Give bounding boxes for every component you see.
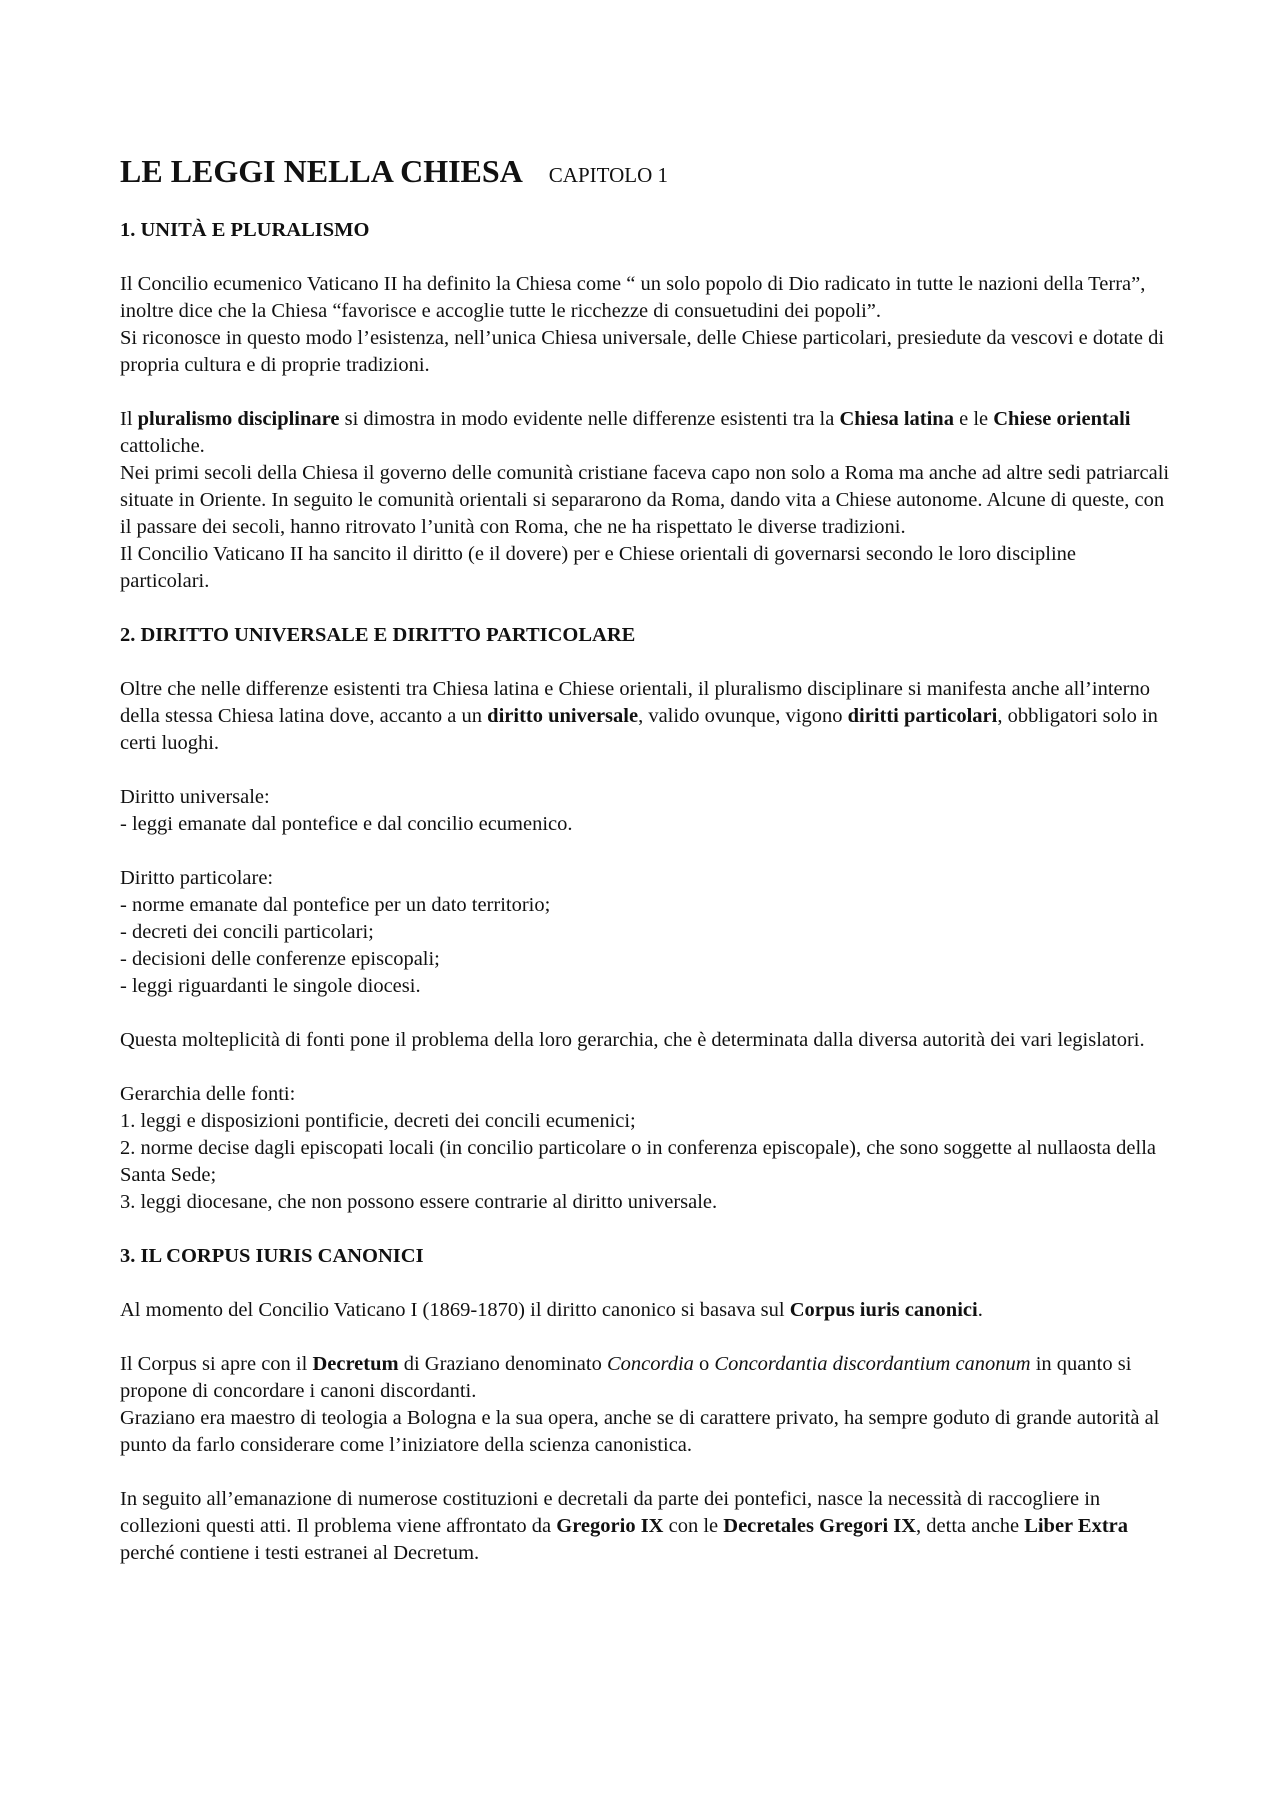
s3-p1-text: Al momento del Concilio Vaticano I (1869-1870) il diritto canonico si basava sul bbox=[120, 1299, 790, 1321]
s1-p3-text: e le bbox=[953, 408, 994, 430]
s2-p1-text: Oltre che nelle differenze esistenti tra Chiesa latina e Chiese orientali, il pluralismo disciplinare si manifesta anche all’interno della stessa Chiesa latina dove, accanto a un bbox=[120, 678, 1150, 727]
bold-term: Chiesa latina bbox=[839, 408, 954, 430]
s3-p4-text: In seguito all’emanazione di numerose costituzioni e decretali da parte dei pontefici, nasce la necessità di raccogliere in collezioni questi atti. Il problema viene affrontato da bbox=[120, 1488, 1101, 1537]
section-1-paragraph-3 bbox=[120, 406, 1170, 460]
bold-term: Chiese orientali bbox=[993, 408, 1131, 430]
section-1-paragraph-2 bbox=[120, 325, 1170, 379]
document-title bbox=[120, 150, 1170, 197]
bold-term: pluralismo disciplinare bbox=[137, 408, 340, 430]
list-item: 1. leggi e disposizioni pontificie, decreti dei concili ecumenici; bbox=[120, 1110, 636, 1132]
hierarchy-list bbox=[120, 1081, 1170, 1216]
list-item: - leggi emanate dal pontefice e dal concilio ecumenico. bbox=[120, 813, 573, 835]
s1-p4-text: Nei primi secoli della Chiesa il governo delle comunità cristiane faceva capo non solo a Roma ma anche ad altre sedi patriarcali situate in Oriente. In seguito le comunità orientali si separarono da Roma, dando vita a Chiese autonome. Alcune di queste, con il passare dei secoli, hanno ritrovato l’unità con Roma, che ne ha rispettato le diverse tradizioni. bbox=[120, 462, 1170, 538]
s2-p1-text: , obbligatori solo in certi luoghi. bbox=[120, 705, 1158, 754]
title-main: LE LEGGI NELLA CHIESA bbox=[120, 153, 523, 189]
list-item: - norme emanate dal pontefice per un dato territorio; bbox=[120, 894, 551, 916]
s3-p1-text: . bbox=[977, 1299, 983, 1321]
section-2-paragraph-1 bbox=[120, 676, 1170, 757]
section-2-heading: 2. DIRITTO UNIVERSALE E DIRITTO PARTICOLARE bbox=[120, 624, 636, 646]
s1-p3-text: cattoliche. bbox=[120, 435, 205, 457]
bold-term: Gregorio IX bbox=[556, 1515, 664, 1537]
s3-p4-text: con le bbox=[663, 1515, 724, 1537]
section-1-heading: 1. UNITÀ E PLURALISMO bbox=[120, 219, 370, 241]
particular-law-list bbox=[120, 865, 1170, 1000]
section-3-paragraph-1 bbox=[120, 1297, 1170, 1324]
s2-p1-text: , valido ovunque, vigono bbox=[638, 705, 848, 727]
list-label: Diritto particolare: bbox=[120, 867, 274, 889]
section-3-paragraph-2 bbox=[120, 1351, 1170, 1405]
list-label: Gerarchia delle fonti: bbox=[120, 1083, 296, 1105]
list-item: - leggi riguardanti le singole diocesi. bbox=[120, 975, 421, 997]
list-item: 2. norme decise dagli episcopati locali (in concilio particolare o in conferenza episcopale), che sono soggette al nullaosta della Santa Sede; bbox=[120, 1137, 1156, 1186]
s1-p5-text: Il Concilio Vaticano II ha sancito il diritto (e il dovere) per e Chiese orientali di governarsi secondo le loro discipline particolari. bbox=[120, 543, 1077, 592]
bold-term: Decretum bbox=[312, 1353, 399, 1375]
section-1-paragraph-4 bbox=[120, 460, 1170, 541]
universal-law-list bbox=[120, 784, 1170, 838]
chapter-label: CAPITOLO 1 bbox=[548, 163, 668, 187]
list-item: 3. leggi diocesane, che non possono essere contrarie al diritto universale. bbox=[120, 1191, 718, 1213]
s3-p3-text: Graziano era maestro di teologia a Bologna e la sua opera, anche se di carattere privato, ha sempre goduto di grande autorità al punto da farlo considerare come l’iniziatore della scienza canonistica. bbox=[120, 1407, 1160, 1456]
bold-term: Liber Extra bbox=[1024, 1515, 1129, 1537]
section-3-paragraph-3 bbox=[120, 1405, 1170, 1459]
s3-p2-text: in quanto si propone di concordare i canoni discordanti. bbox=[120, 1353, 1132, 1402]
italic-term: Concordantia discordantium canonum bbox=[714, 1353, 1031, 1375]
section-3-heading: 3. IL CORPUS IURIS CANONICI bbox=[120, 1245, 424, 1267]
list-label: Diritto universale: bbox=[120, 786, 270, 808]
s1-p3-text: si dimostra in modo evidente nelle differenze esistenti tra la bbox=[339, 408, 840, 430]
s1-p3-text: Il bbox=[120, 408, 138, 430]
s1-p1-text: Il Concilio ecumenico Vaticano II ha definito la Chiesa come “ un solo popolo di Dio radicato in tutte le nazioni della Terra”, inoltre dice che la Chiesa “favorisce e accoglie tutte le ricchezze di consuetudini dei popoli”. bbox=[120, 273, 1146, 322]
s3-p2-text: di Graziano denominato bbox=[398, 1353, 607, 1375]
s3-p2-text: o bbox=[693, 1353, 715, 1375]
s2-p2-text: Questa molteplicità di fonti pone il problema della loro gerarchia, che è determinata dalla diversa autorità dei vari legislatori. bbox=[120, 1029, 1145, 1051]
s3-p4-text: perché contiene i testi estranei al Decretum. bbox=[120, 1542, 480, 1564]
list-item: - decreti dei concili particolari; bbox=[120, 921, 374, 943]
document-page bbox=[120, 150, 1170, 1594]
s3-p4-text: , detta anche bbox=[916, 1515, 1025, 1537]
bold-term: Corpus iuris canonici bbox=[789, 1299, 978, 1321]
bold-term: Decretales Gregori IX bbox=[723, 1515, 917, 1537]
italic-term: Concordia bbox=[606, 1353, 694, 1375]
s1-p2-text: Si riconosce in questo modo l’esistenza, nell’unica Chiesa universale, delle Chiese particolari, presiedute da vescovi e dotate di propria cultura e di proprie tradizioni. bbox=[120, 327, 1165, 376]
section-1-paragraph-1 bbox=[120, 271, 1170, 325]
s3-p2-text: Il Corpus si apre con il bbox=[120, 1353, 313, 1375]
bold-term: diritto universale bbox=[487, 705, 639, 727]
section-3-paragraph-4 bbox=[120, 1486, 1170, 1567]
bold-term: diritti particolari bbox=[847, 705, 998, 727]
list-item: - decisioni delle conferenze episcopali; bbox=[120, 948, 440, 970]
section-1-paragraph-5 bbox=[120, 541, 1170, 595]
section-2-paragraph-2 bbox=[120, 1027, 1170, 1054]
